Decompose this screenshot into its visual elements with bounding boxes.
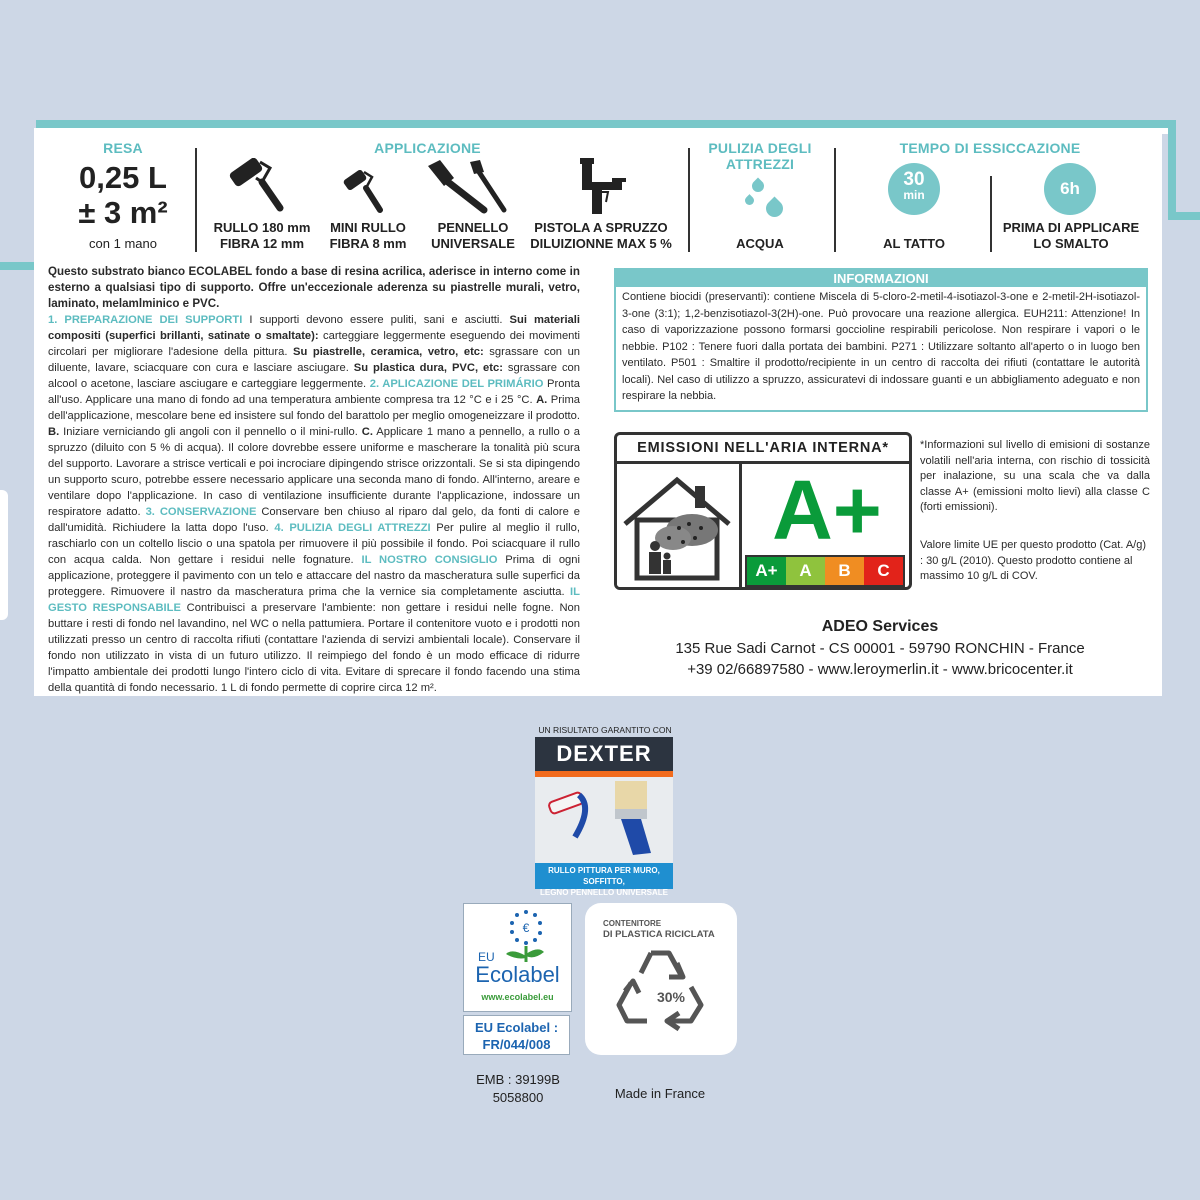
tool-roller-label: RULLO 180 mm FIBRA 12 mm bbox=[213, 220, 311, 251]
scale-c: C bbox=[864, 557, 903, 585]
informazioni-box bbox=[614, 268, 1148, 412]
separator bbox=[195, 148, 197, 252]
recycle-icon bbox=[585, 903, 737, 1055]
left-edge-tab bbox=[0, 490, 8, 620]
company-contact: +39 02/66897580 - www.leroymerlin.it - www.bricocenter.it bbox=[687, 661, 1073, 678]
scale-a: A bbox=[786, 557, 825, 585]
informazioni-text: Contiene biocidi (preservanti): contiene Miscela di 5-cloro-2-metil-4-isotiazol-3-one e 2-metil-2H-isotiazol-3-one (3:1); 1,2-benzisotiazol-3(2H)-one. Può provocare una reazione allergica. EUH211: Attenzione! In caso di vaporizzazione possono formarsi goccioline respirabili pericolose. Non respirare i vapori o le nebbie. P102 : Tenere fuori dalla portata dei bambini. P271 : Utilizzare soltanto all'aperto o in luogo ben ventilato. P501 : Smaltire il prodotto/recipiente in un centro di raccolta dei rifiuti (contattare le autorità locali). Nel caso di utilizzo a spruzzo, assicuratevi di indossare guanti e un abbigliamento adeguato e non respirare la nebbia. bbox=[622, 291, 1140, 402]
recycled-plastic-badge bbox=[585, 903, 737, 1055]
timer-6h-icon: 6h bbox=[1044, 163, 1096, 215]
tempo-title: TEMPO DI ESSICCAZIONE bbox=[899, 140, 1081, 156]
frame-top-line bbox=[40, 120, 1172, 128]
resa-volume: 0,25 L bbox=[79, 160, 167, 195]
brush-icon bbox=[424, 158, 514, 216]
recycle-percent: 30% bbox=[656, 989, 686, 1005]
company-name: ADEO Services bbox=[821, 618, 939, 635]
informazioni-title: INFORMAZIONI bbox=[616, 270, 1146, 287]
intro-paragraph: Questo substrato bianco ECOLABEL fondo a base di resina acrilica, aderisce in interno come in esterno a qualsiasi tipo di supporto. Offre un'eccezionale aderenza su piastrelle murali, vetro, laminato, melamlminico e PVC. bbox=[48, 265, 580, 310]
emissions-note: *Informazioni sul livello di emisioni di sostanze volatili nell'aria interna, con rischio di tossicità per inalazione, su una scala che va dalla classe A+ (emissioni molto lievi) alla classe C (forti emissioni). bbox=[920, 439, 1150, 513]
product-code: 5058800 bbox=[492, 1090, 544, 1105]
emission-scale bbox=[745, 555, 905, 587]
applicazione-title: APPLICAZIONE bbox=[374, 140, 481, 156]
pulizia-title: PULIZIA DEGLI ATTREZZI bbox=[708, 140, 812, 172]
dexter-badge bbox=[535, 737, 673, 897]
dexter-desc: RULLO PITTURA PER MURO, SOFFITTO, LEGNO PENNELLO UNIVERSALE bbox=[535, 863, 673, 889]
separator bbox=[834, 148, 836, 252]
resa-coverage: ± 3 m² bbox=[78, 195, 168, 230]
recoat-label: PRIMA DI APPLICARE LO SMALTO bbox=[1002, 220, 1140, 251]
pulizia-label: ACQUA bbox=[736, 236, 784, 251]
emissions-title: EMISSIONI NELL'ARIA INTERNA* bbox=[617, 435, 909, 464]
voc-limit: Valore limite UE per questo prodotto (Cat. A/g) : 30 g/L (2010). Questo prodotto contiene al massimo 10 g/L di COV. bbox=[920, 539, 1147, 582]
separator bbox=[990, 176, 992, 252]
scale-b: B bbox=[825, 557, 864, 585]
dexter-caption: UN RISULTATO GARANTITO CON bbox=[538, 725, 672, 735]
company-address: 135 Rue Sadi Carnot - CS 00001 - 59790 RONCHIN - France bbox=[675, 640, 1085, 657]
ecolabel-name: Ecolabel bbox=[475, 962, 560, 987]
frame-right-line bbox=[1168, 120, 1176, 220]
tool-mini-roller-label: MINI RULLO FIBRA 8 mm bbox=[329, 220, 407, 251]
resa-note: con 1 mano bbox=[89, 236, 157, 251]
instructions-text bbox=[48, 264, 580, 696]
ecolabel-url: www.ecolabel.eu bbox=[481, 992, 554, 1002]
emissions-badge bbox=[614, 432, 912, 590]
touch-dry-label: AL TATTO bbox=[883, 236, 945, 251]
house-icon bbox=[617, 464, 739, 587]
emb-code: EMB : 39199B bbox=[476, 1072, 560, 1087]
tool-spray-gun-label: PISTOLA A SPRUZZO DILUIZIONNE MAX 5 % bbox=[530, 220, 672, 251]
instructions-paragraph: 1. PREPARAZIONE DEI SUPPORTI I supporti devono essere puliti, sani e asciutti. Sui materiali compositi (superfici brillanti, satinate o smaltate): carteggiare leggermente eseguendo dei movimenti circolari per migliorare l'adesione della pittura. Su piastrelle, ceramica, vetro, etc: sgrassare con un diluente, lavare, sciacquare con cura e lasciare asciugare. Su plastica dura, PVC, etc: sgrassare con alcool o acetone, lasciare asciugare e carteggiare leggermente. 2. APLICAZIONE DEL PRIMÁRIO Pronta all'uso. Applicare una mano di fondo ad una temperatura ambiente compresa tra 12 °C e i 25 °C. A. Prima dell'applicazione, mescolare bene ed insistere sul fondo del barattolo per meglio omogeneizzare il prodotto. B. Iniziare verniciando gli angoli con il pennello o il mini-rullo. C. Applicare 1 mano a pennello, a rullo o a spruzzo (diluito con 5 % di acqua). Il colore dovrebbe essere uniforme e mascherare la tonalità più scura del supporto. Lavorare a strisce verticali e poi incrociare dipingendo strisce orizzontali. Se si sta dipingendo un supporto scuro, potrebbe essere necessario applicare una seconda mano di fondo. All'interno, areare e ventilare dopo l'applicazione. In caso di ventilazione insufficiente durante l'applicazione, indossare un respiratore adatto. 3. CONSERVAZIONE Conservare ben chiuso al riparo dal gelo, da fonti di calore e dall'umidità. Richiudere la latta dopo l'uso. 4. PULIZIA DEGLI ATTREZZI Per pulire al meglio il rullo, raschiarlo con un coltello liscio o una spatola per rimuovere il più possibile il fondo. Poi sciacquare il rullo con acqua calda. Non gettare i residui nelle fognature. IL NOSTRO CONSIGLIO Prima di ogni applicazione, proteggere il pavimento con un telo e attaccare del nastro da mascheratura sulle superfici da proteggere. Rimuovere il nastro da mascheratura prima che la vernice sia completamente asciutta. IL GESTO RESPONSABILE Contribuisci a preservare l'ambiente: non gettare i residui nelle fogne. Non buttare i resti di fondo nel lavandino, nel WC o nella pattumiera. Portare il contenitore vuoto e i prodotti non utilizzati presso un centro di raccolta rifiuti (contattare l'azienda di servizi ambientali locale). Conservare il fondo non utilizzato in vista di un futuro utilizzo. Il reimpiego del fondo è un modo efficace di ridurre l'impatto ambientale dei prodotti lungo l'intero ciclo di vita. Evitare di sprecare il fondo facendo una stima della quantità di fondo necessario. 1 L di fondo permette di coprire circa 12 m². bbox=[48, 314, 581, 694]
spray-gun-icon bbox=[572, 156, 632, 216]
frame-right-tail bbox=[1168, 212, 1200, 220]
recycle-line2: DI PLASTICA RICICLATA bbox=[603, 929, 715, 940]
scale-a-plus: A+ bbox=[747, 557, 786, 585]
house-panel bbox=[617, 464, 742, 587]
ecolabel-eu: EU bbox=[478, 950, 495, 964]
roller-brush-image bbox=[535, 777, 673, 857]
ecolabel-code: EU Ecolabel : FR/044/008 bbox=[463, 1015, 570, 1055]
tool-brush-label: PENNELLO UNIVERSALE bbox=[431, 220, 515, 251]
timer-30-icon: 30 min bbox=[888, 163, 940, 215]
ecolabel-logo bbox=[463, 903, 572, 1012]
emission-grade: A+ bbox=[772, 463, 882, 557]
separator bbox=[688, 148, 690, 252]
resa-title: RESA bbox=[103, 140, 143, 156]
made-in: Made in France bbox=[614, 1086, 706, 1101]
svg-text:€: € bbox=[522, 921, 530, 935]
label-top-strip bbox=[44, 128, 1168, 134]
dexter-brand: DEXTER bbox=[535, 737, 673, 777]
recycle-line1: CONTENITORE bbox=[603, 919, 662, 928]
mini-roller-icon bbox=[340, 168, 390, 216]
roller-icon bbox=[222, 158, 292, 216]
